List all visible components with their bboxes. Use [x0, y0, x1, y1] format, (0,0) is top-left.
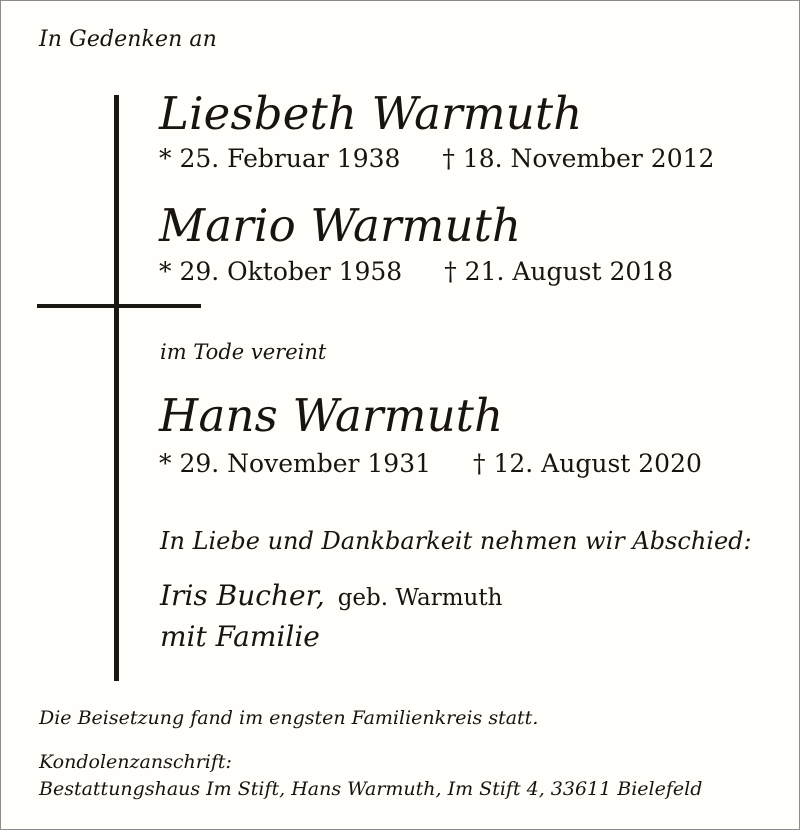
farewell-text: In Liebe und Dankbarkeit nehmen wir Abschied:	[160, 527, 752, 555]
person-dates	[159, 257, 673, 286]
condolence-label: Kondolenzanschrift:	[39, 751, 232, 773]
cross-vertical-bar	[114, 95, 119, 681]
mourner-name: Iris Bucher,	[160, 579, 325, 612]
cross-horizontal-bar	[37, 304, 201, 308]
intro-text: In Gedenken an	[39, 27, 217, 52]
death-date: † 21. August 2018	[444, 257, 674, 286]
mourner-family: mit Familie	[160, 620, 320, 653]
funeral-note: Die Beisetzung fand im engsten Familienkreis statt.	[39, 707, 539, 729]
mourner-maiden-name: geb. Warmuth	[337, 585, 503, 611]
mourner-line	[160, 579, 502, 612]
person-name: Liesbeth Warmuth	[159, 87, 583, 140]
person-name: Hans Warmuth	[159, 389, 504, 442]
person-dates	[159, 449, 702, 478]
death-date: † 18. November 2012	[442, 144, 715, 173]
united-phrase: im Tode vereint	[160, 340, 327, 364]
death-date: † 12. August 2020	[473, 449, 702, 478]
condolence-address: Bestattungshaus Im Stift, Hans Warmuth, Im Stift 4, 33611 Bielefeld	[39, 778, 703, 800]
person-dates	[159, 144, 714, 173]
person-name: Mario Warmuth	[159, 199, 522, 252]
birth-date: * 29. Oktober 1958	[159, 257, 403, 286]
birth-date: * 25. Februar 1938	[159, 144, 401, 173]
birth-date: * 29. November 1931	[159, 449, 432, 478]
